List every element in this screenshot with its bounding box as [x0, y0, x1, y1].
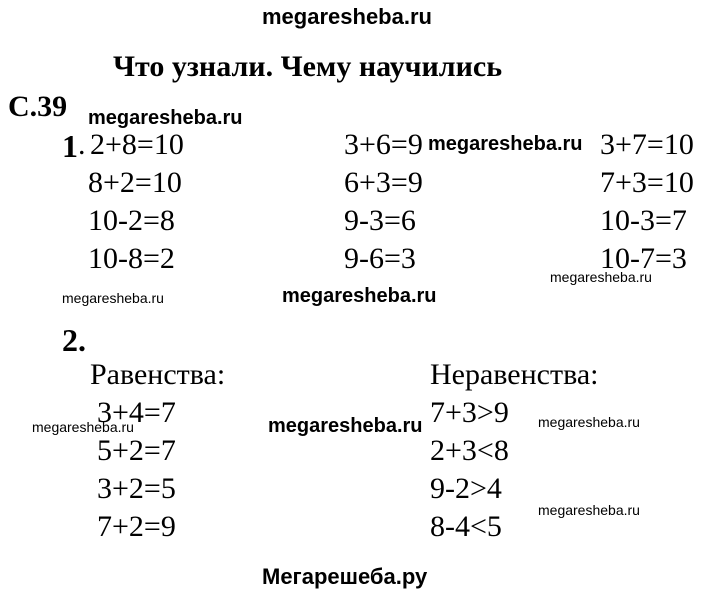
task-1-col2-row1: 3+6=9 [344, 128, 423, 161]
task-1-col3-row4: 10-7=3 [600, 242, 687, 275]
watermark: megaresheba.ru [282, 285, 437, 307]
equality-3: 3+2=5 [97, 472, 176, 505]
task-1-col2-row3: 9-3=6 [344, 204, 416, 237]
task-1-col3-row2: 7+3=10 [600, 166, 694, 199]
footer-watermark: Мегарешеба.ру [262, 564, 428, 589]
inequality-1: 7+3>9 [430, 396, 509, 429]
watermark: megaresheba.ru [268, 415, 423, 437]
task-1-col3-row3: 10-3=7 [600, 204, 687, 237]
equality-1: 3+4=7 [97, 396, 176, 429]
task-2-number: 2. [62, 322, 86, 358]
watermark: megaresheba.ru [428, 133, 583, 155]
watermark: megaresheba.ru [538, 414, 640, 430]
header-watermark: megaresheba.ru [262, 4, 432, 29]
inequality-2: 2+3<8 [430, 434, 509, 467]
equality-4: 7+2=9 [97, 510, 176, 543]
equality-2: 5+2=7 [97, 434, 176, 467]
watermark: megaresheba.ru [62, 290, 164, 306]
page-label: С.39 [8, 90, 68, 123]
task-1-col3-row1: 3+7=10 [600, 128, 694, 161]
watermark: megaresheba.ru [538, 502, 640, 518]
task-1-dot: . [78, 128, 86, 161]
inequality-4: 8-4<5 [430, 510, 502, 543]
watermark: megaresheba.ru [32, 419, 134, 435]
task-1-col2-row4: 9-6=3 [344, 242, 416, 275]
task-1-number: 1 [62, 128, 78, 164]
watermark: megaresheba.ru [550, 269, 652, 285]
equalities-heading: Равенства: [90, 358, 226, 391]
task-1-col1-row4: 10-8=2 [88, 242, 175, 275]
watermark: megaresheba.ru [88, 107, 243, 129]
page-title: Что узнали. Чему научились [113, 50, 503, 83]
task-1-col2-row2: 6+3=9 [344, 166, 423, 199]
inequalities-heading: Неравенства: [430, 358, 599, 391]
task-1-col1-row3: 10-2=8 [88, 204, 175, 237]
inequality-3: 9-2>4 [430, 472, 502, 505]
task-1-col1-row1: 2+8=10 [90, 128, 184, 161]
task-1-col1-row2: 8+2=10 [88, 166, 182, 199]
